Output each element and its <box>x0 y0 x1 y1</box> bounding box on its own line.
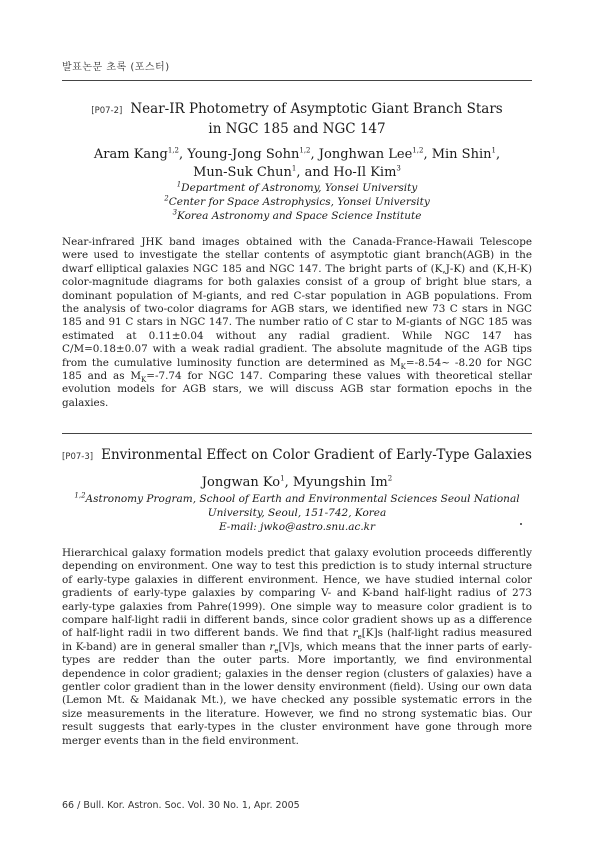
author-and: , and <box>296 165 330 180</box>
paper2-affiliation <box>62 492 532 534</box>
paper1-title-line2: in NGC 185 and NGC 147 <box>208 121 386 137</box>
page-footer: 66 / Bull. Kor. Astron. Soc. Vol. 30 No. 1, Apr. 2005 <box>62 800 300 811</box>
subscript: K <box>141 376 147 385</box>
affiliation-sup: 3 <box>172 208 178 217</box>
abstract-text: Hierarchical galaxy formation models predict that galaxy evolution proceeds differently depending on environment. One way to test this prediction is to study internal structure of early-type galaxies in different environment. Hence, we have studied internal color gradients of early-type galaxies by comparing V- and K-band half-light radius of 273 early-type galaxies from Pahre(1999). One simple way to measure color gradient is to compare half-light radii in different bands, since color gradient shows up as a difference of half-light radii in two different bands. We find that <box>62 547 532 640</box>
affiliation-text: Astronomy Program, School of Earth and Environmental Sciences Seoul National <box>85 493 520 505</box>
section-divider <box>62 433 532 434</box>
author-name: Myungshin Im <box>292 475 388 490</box>
symbol-r: r <box>352 627 358 640</box>
paper2-code: [P07-3] <box>62 452 94 462</box>
affiliation-sup: 1,2 <box>74 491 86 500</box>
author-sup: 1,2 <box>299 146 311 155</box>
section-header: 발표논문 초록 (포스터) <box>62 62 170 73</box>
author-name: Ho-Il Kim <box>333 165 397 180</box>
paper1-authors: Aram Kang$^{1,2}$, Young-Jong Sohn$^{1,2}$, Jonghwan Lee$^{1,2}$, Min Shin$^1$, Mun-Suk Chun$^1$, and Ho-Il Kim$^3$ <box>93 146 501 180</box>
author-sup: 1 <box>491 146 496 155</box>
affiliation-text: Korea Astronomy and Space Science Institute <box>177 210 422 222</box>
author-sup: 1 <box>280 474 285 483</box>
abstract-text: =-8.54~ -8.20 for NGC 185 and as M <box>62 356 533 383</box>
abstract-text: =-7.74 for NGC 147. Comparing these values with theoretical stellar evolution models for AGB stars, we will discuss AGB star formation epochs in the galaxies. <box>62 370 532 409</box>
subscript: e <box>274 646 279 655</box>
paper2-title-text: Environmental Effect on Color Gradient of Early-Type Galaxies <box>101 447 532 463</box>
affiliation-sup: 2 <box>164 194 169 203</box>
paper1-code: [P07-2] <box>91 106 123 116</box>
author-name: Jonghwan Lee <box>318 147 413 162</box>
paper2-abstract <box>62 547 532 748</box>
symbol-r: r <box>269 640 275 653</box>
stray-dot <box>520 523 522 525</box>
author-sup: 1,2 <box>412 146 424 155</box>
author-sup: 2 <box>387 474 393 483</box>
abstract-text: [K]s (half-light radius measured in K-band) are in general smaller than <box>62 627 532 653</box>
paper1-title <box>62 100 532 138</box>
paper1-title-line1: Near-IR Photometry of Asymptotic Giant Branch Stars <box>130 101 503 117</box>
abstract-text: [V]s, which means that the inner parts of early-types are redder than the outer parts. More importantly, we find environmental dependence in color gradient; galaxies in the denser region (clusters of galaxies) have a gentler color gradient than in the lower density environment (field). Using our own data (Lemon Mt. & Maidanak Mt.), we have checked any possible systematic errors in the size measurements in the literature. However, we find no strong systematic bias. Our result suggests that early-types in the cluster environment have gone through more merger events than in the field environment. <box>62 640 532 747</box>
abstract-text: Near-infrared JHK band images obtained with the Canada-France-Hawaii Telescope were used to investigate the stellar contents of asymptotic giant branch(AGB) in the dwarf elliptical galaxies NGC 185 and NGC 147. The bright parts of (K,J-K) and (K,H-K) color-magnitude diagrams for both galaxies consist of a group of bright blue stars, a dominant population of M-giants, and red C-star population in AGB populations. From the analysis of two-color diagrams for AGB stars, we identified new 73 C stars in NGC 185 and 91 C stars in NGC 147. The number ratio of C star to M-giants of NGC 185 was estimated at 0.11±0.04 without any radial gradient. While NGC 147 has C/M=0.18±0.07 with a weak radial gradient. The absolute magnitude of the AGB tips from the cumulative luminosity function are determined as M <box>62 236 532 369</box>
paper1-affiliations <box>62 181 532 223</box>
email-text: E-mail: jwko@astro.snu.ac.kr <box>218 521 376 533</box>
subscript: K <box>400 362 406 371</box>
affiliation <box>62 209 532 223</box>
subscript: e <box>357 633 362 642</box>
author-name: Aram Kang <box>93 147 168 162</box>
header-rule <box>62 80 532 81</box>
affiliation-text: University, Seoul, 151-742, Korea <box>207 507 387 519</box>
author-sup: 3 <box>396 164 401 173</box>
author-name: Min Shin <box>431 147 492 162</box>
author-name: Mun-Suk Chun <box>193 165 292 180</box>
author-sup: 1,2 <box>167 146 180 155</box>
affiliation <box>62 195 532 209</box>
affiliation-text: Department of Astronomy, Yonsei University <box>181 182 418 194</box>
paper2-authors: Jongwan Ko$^1$, Myungshin Im$^2$ <box>201 474 393 490</box>
affiliation-text: Center for Space Astrophysics, Yonsei University <box>168 196 430 208</box>
paper2-title <box>62 446 532 466</box>
affiliation-sup: 1 <box>176 180 182 189</box>
affiliation <box>62 181 532 195</box>
author-sup: 1 <box>291 164 297 173</box>
author-name: Young-Jong Sohn <box>187 147 300 162</box>
author-name: Jongwan Ko <box>201 475 281 490</box>
affiliation <box>62 492 532 506</box>
paper1-abstract <box>62 236 532 410</box>
